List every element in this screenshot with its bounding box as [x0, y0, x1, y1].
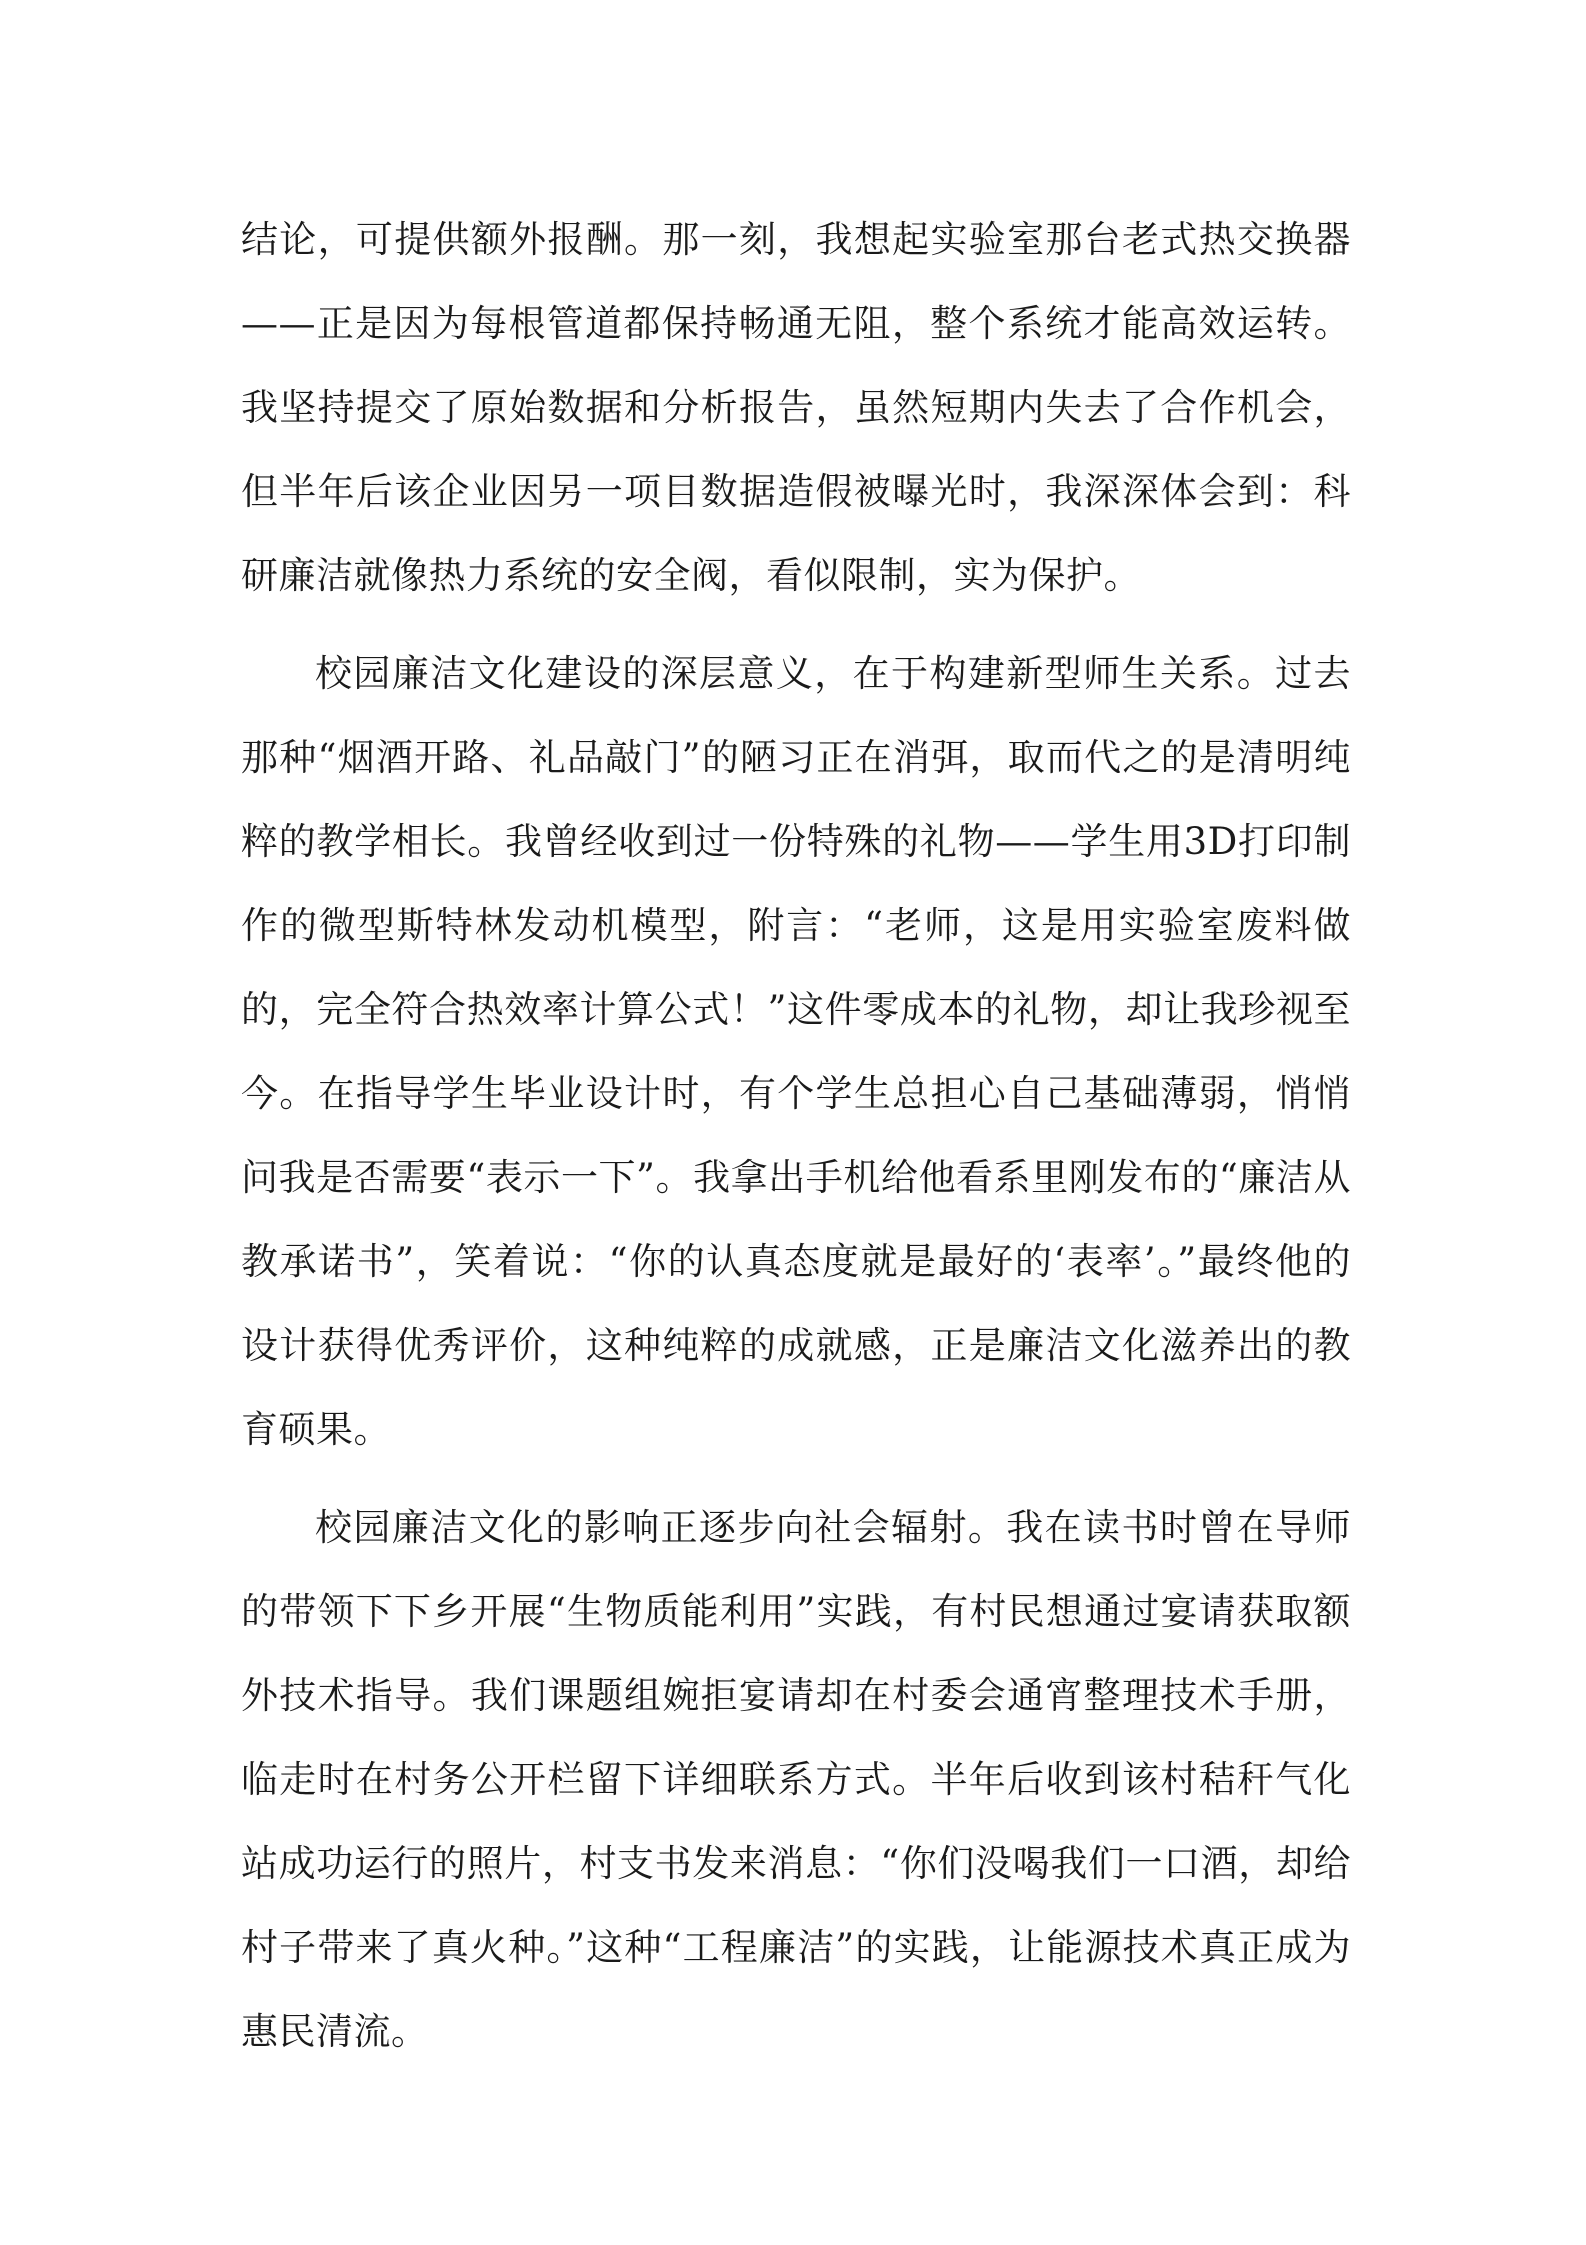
- document-body: [241, 198, 1351, 2074]
- paragraph-continued: 结论，可提供额外报酬。那一刻，我想起实验室那台老式热交换器——正是因为每根管道都保持畅通无阻，整个系统才能高效运转。我坚持提交了原始数据和分析报告，虽然短期内失去了合作机会，但半年后该企业因另一项目数据造假被曝光时，我深深体会到：科研廉洁就像热力系统的安全阀，看似限制，实为保护。: [241, 218, 1351, 597]
- paragraph-gap: [241, 1472, 1351, 1486]
- paragraph-teacher-student: 校园廉洁文化建设的深层意义，在于构建新型师生关系。过去那种“烟酒开路、礼品敲门”的陋习正在消弭，取而代之的是清明纯粹的教学相长。我曾经收到过一份特殊的礼物——学生用3D打印制作的微型斯特林发动机模型，附言：“老师，这是用实验室废料做的，完全符合热效率计算公式！”这件零成本的礼物，却让我珍视至今。在指导学生毕业设计时，有个学生总担心自己基础薄弱，悄悄问我是否需要“表示一下”。我拿出手机给他看系里刚发布的“廉洁从教承诺书”，笑着说：“你的认真态度就是最好的‘表率’。”最终他的设计获得优秀评价，这种纯粹的成就感，正是廉洁文化滋养出的教育硕果。: [241, 652, 1351, 1451]
- paragraph-gap: [241, 618, 1351, 632]
- paragraph-social-impact: 校园廉洁文化的影响正逐步向社会辐射。我在读书时曾在导师的带领下下乡开展“生物质能利用”实践，有村民想通过宴请获取额外技术指导。我们课题组婉拒宴请却在村委会通宵整理技术手册，临走时在村务公开栏留下详细联系方式。半年后收到该村秸秆气化站成功运行的照片，村支书发来消息：“你们没喝我们一口酒，却给村子带来了真火种。”这种“工程廉洁”的实践，让能源技术真正成为惠民清流。: [241, 1506, 1351, 2053]
